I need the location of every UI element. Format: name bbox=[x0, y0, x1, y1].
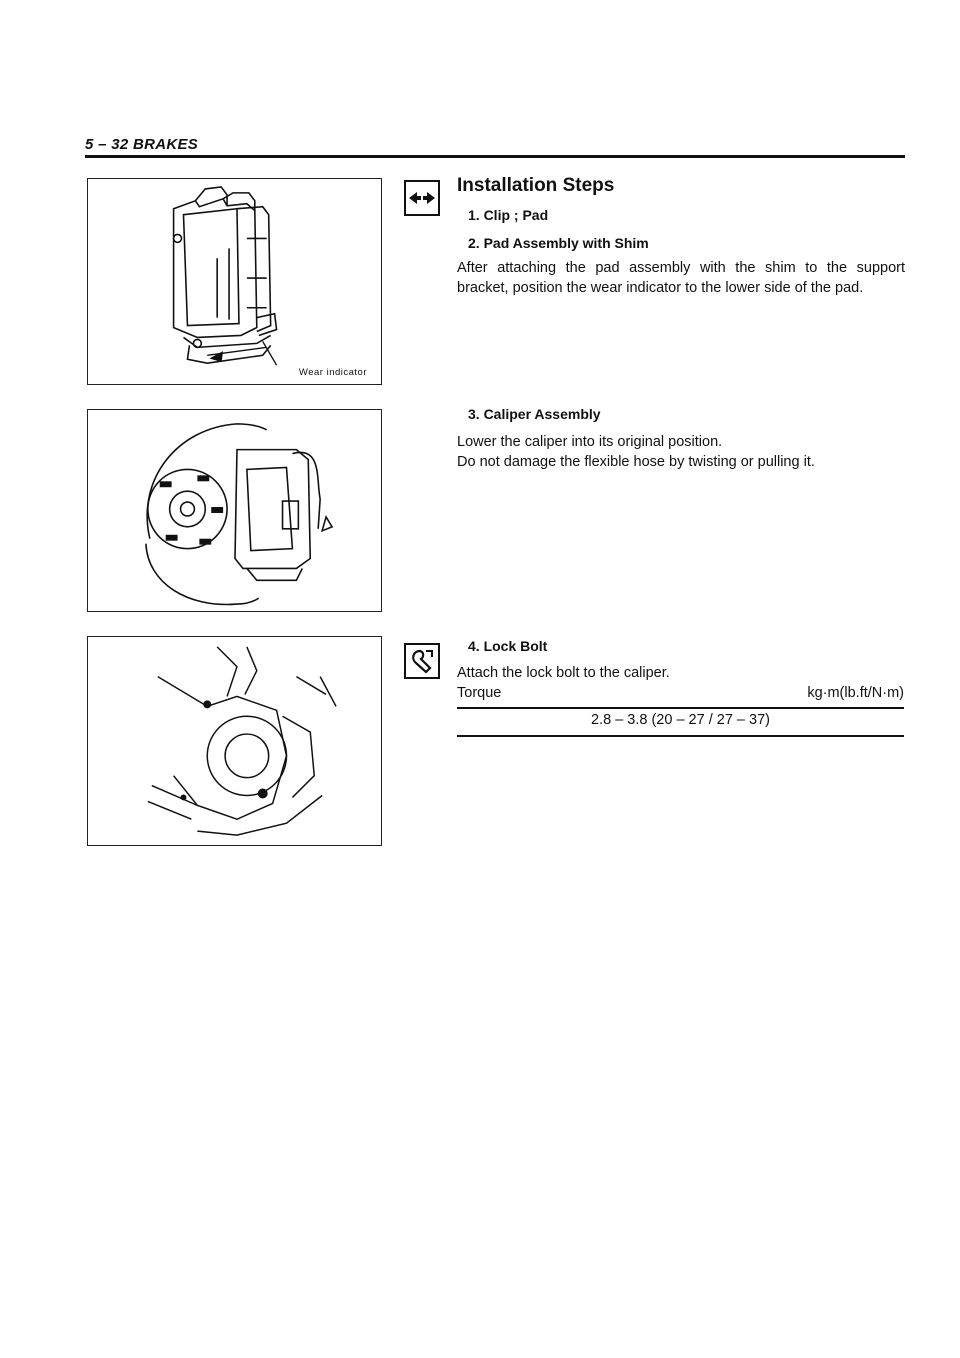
caliper-disc-illustration bbox=[88, 410, 381, 611]
step-2-text: After attaching the pad assembly with the shim to the support bracket, position the wear indicator to the lower side of the pad. bbox=[457, 260, 905, 296]
step-3-text bbox=[457, 432, 905, 472]
torque-table-top-rule bbox=[457, 707, 904, 709]
tighten-icon bbox=[404, 643, 440, 679]
step-4-heading: 4. Lock Bolt bbox=[468, 638, 548, 654]
step-1-heading: 1. Clip ; Pad bbox=[468, 207, 549, 223]
step-2-heading: 2. Pad Assembly with Shim bbox=[468, 235, 649, 251]
lock-bolt-illustration bbox=[88, 637, 381, 845]
page-title: 5 – 32 BRAKES bbox=[85, 136, 199, 153]
figure-pad-assembly bbox=[87, 178, 382, 385]
torque-units: kg·m(lb.ft/N·m) bbox=[807, 685, 904, 701]
torque-table-bottom-rule bbox=[457, 735, 904, 737]
step-3-heading: 3. Caliper Assembly bbox=[468, 406, 601, 422]
torque-table-header bbox=[457, 685, 904, 701]
step-4-text: Attach the lock bolt to the caliper. bbox=[457, 665, 670, 681]
wear-indicator-caption: Wear indicator bbox=[298, 367, 367, 378]
figure-lock-bolt bbox=[87, 636, 382, 846]
figure-caliper-disc bbox=[87, 409, 382, 612]
section-title: Installation Steps bbox=[457, 175, 615, 196]
torque-label: Torque bbox=[457, 685, 502, 701]
torque-value: 2.8 – 3.8 (20 – 27 / 27 – 37) bbox=[591, 712, 770, 728]
pad-assembly-illustration bbox=[88, 179, 381, 384]
step-3-line-2: Do not damage the flexible hose by twisting or pulling it. bbox=[457, 454, 815, 470]
step-3-line-1: Lower the caliper into its original position. bbox=[457, 434, 723, 450]
install-icon bbox=[404, 180, 440, 216]
header-rule bbox=[85, 155, 905, 158]
